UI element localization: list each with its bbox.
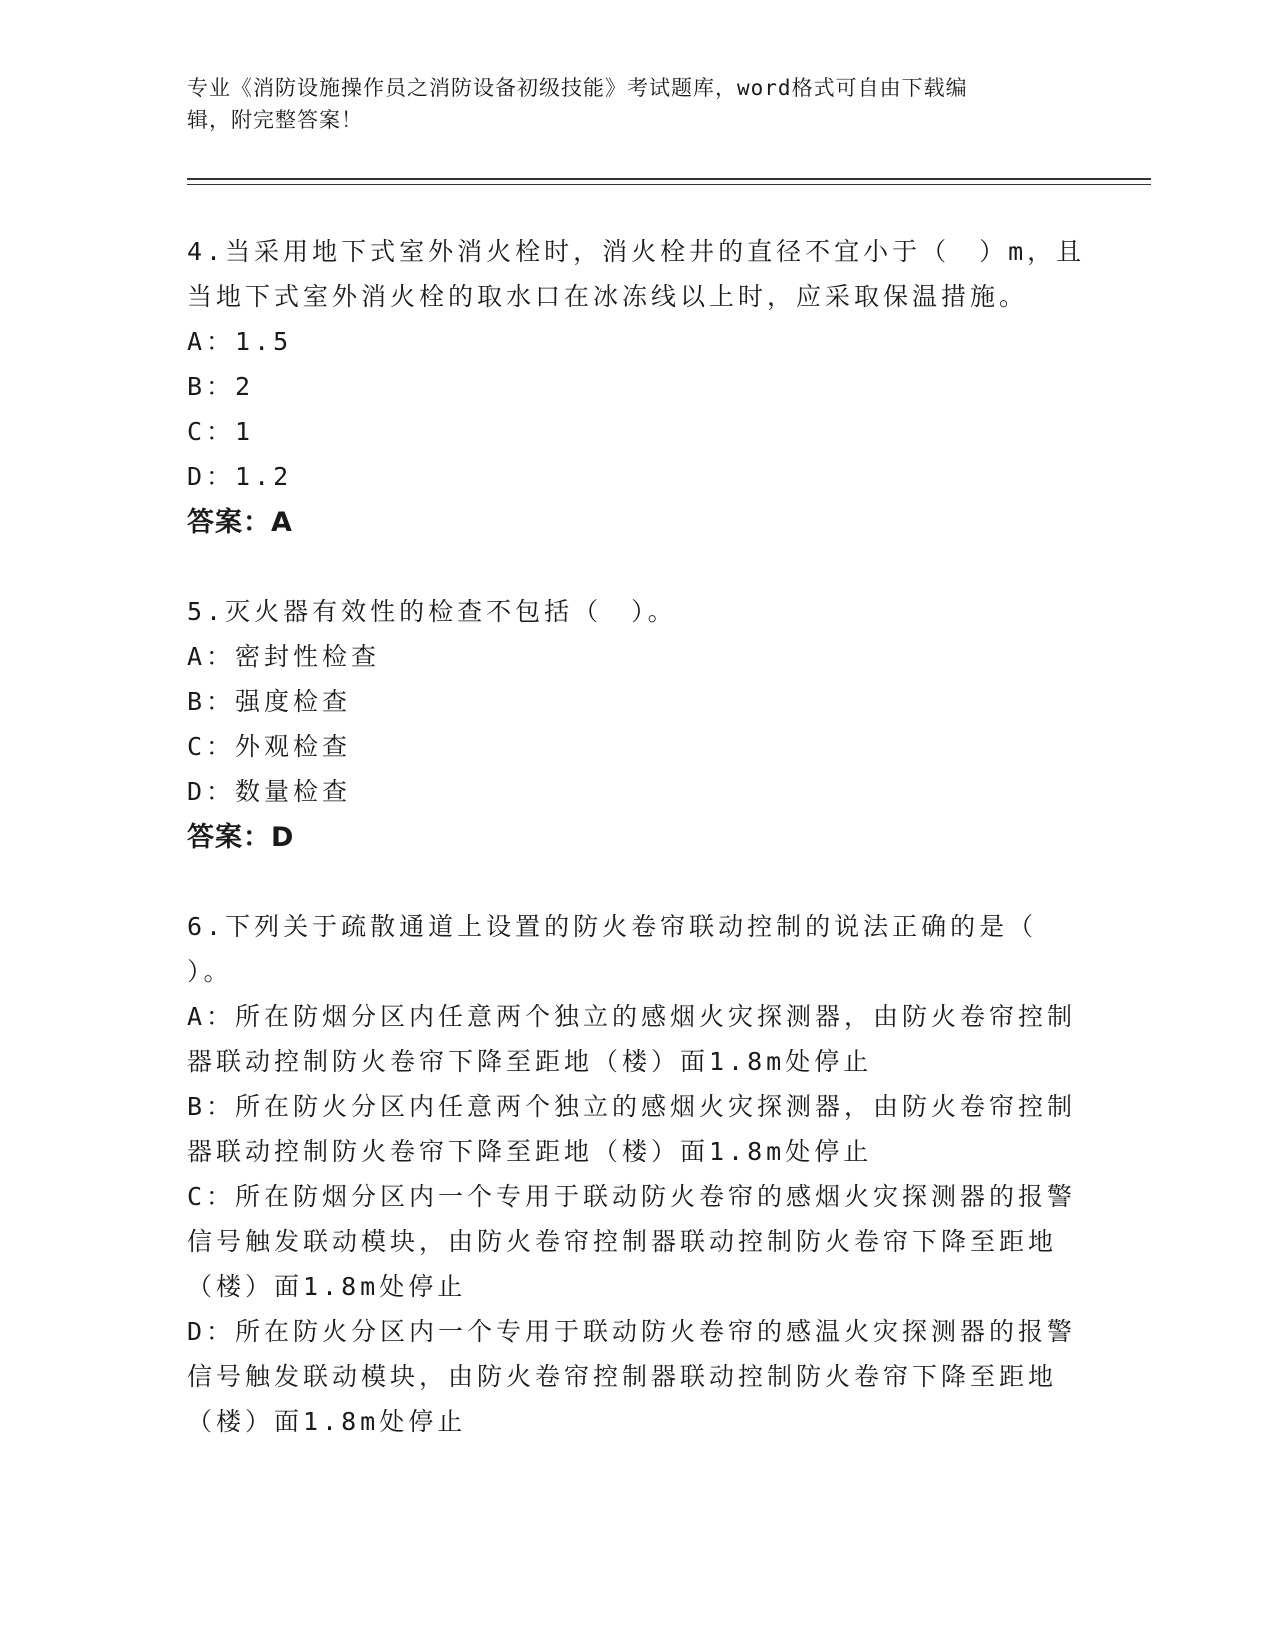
- option-a: A：所在防烟分区内任意两个独立的感烟火灾探测器，由防火卷帘控制: [187, 1002, 1077, 1031]
- option-c: C：外观检查: [187, 732, 352, 761]
- question-stem-line: 当地下式室外消火栓的取水口在冰冻线以上时，应采取保温措施。: [187, 282, 1029, 311]
- question-stem-line: 5.灭火器有效性的检查不包括（ ）。: [187, 597, 677, 626]
- answer-label: 答案：A: [187, 507, 293, 538]
- option-d-continued: 信号触发联动模块，由防火卷帘控制器联动控制防火卷帘下降至距地: [187, 1362, 1058, 1391]
- option-c: C：所在防烟分区内一个专用于联动防火卷帘的感烟火灾探测器的报警: [187, 1182, 1077, 1211]
- option-d: D：数量检查: [187, 777, 352, 806]
- question-stem-line: ）。: [187, 957, 233, 986]
- option-d: D：所在防火分区内一个专用于联动防火卷帘的感温火灾探测器的报警: [187, 1317, 1077, 1346]
- answer-label: 答案：D: [187, 822, 295, 853]
- header-line: 专业《消防设施操作员之消防设备初级技能》考试题库，word格式可自由下载编: [187, 76, 968, 100]
- header-divider-thick: [187, 178, 1151, 180]
- option-c-continued: （楼）面1.8m处停止: [187, 1272, 467, 1301]
- option-a: A：密封性检查: [187, 642, 381, 671]
- option-c: C：1: [187, 417, 255, 446]
- option-b-continued: 器联动控制防火卷帘下降至距地（楼）面1.8m处停止: [187, 1137, 873, 1166]
- option-d: D：1.2: [187, 462, 293, 491]
- header-line: 辑，附完整答案！: [187, 108, 363, 132]
- option-c-continued: 信号触发联动模块，由防火卷帘控制器联动控制防火卷帘下降至距地: [187, 1227, 1058, 1256]
- option-b: B：强度检查: [187, 687, 352, 716]
- option-d-continued: （楼）面1.8m处停止: [187, 1407, 467, 1436]
- option-b: B：所在防火分区内任意两个独立的感烟火灾探测器，由防火卷帘控制: [187, 1092, 1077, 1121]
- option-a-continued: 器联动控制防火卷帘下降至距地（楼）面1.8m处停止: [187, 1047, 873, 1076]
- option-b: B：2: [187, 372, 255, 401]
- option-a: A：1.5: [187, 327, 293, 356]
- question-stem-line: 6.下列关于疏散通道上设置的防火卷帘联动控制的说法正确的是（: [187, 912, 1038, 941]
- document-header: [187, 72, 1067, 136]
- question-stem-line: 4.当采用地下式室外消火栓时，消火栓井的直径不宜小于（ ）m，且: [187, 237, 1086, 266]
- header-divider-thin: [187, 184, 1151, 185]
